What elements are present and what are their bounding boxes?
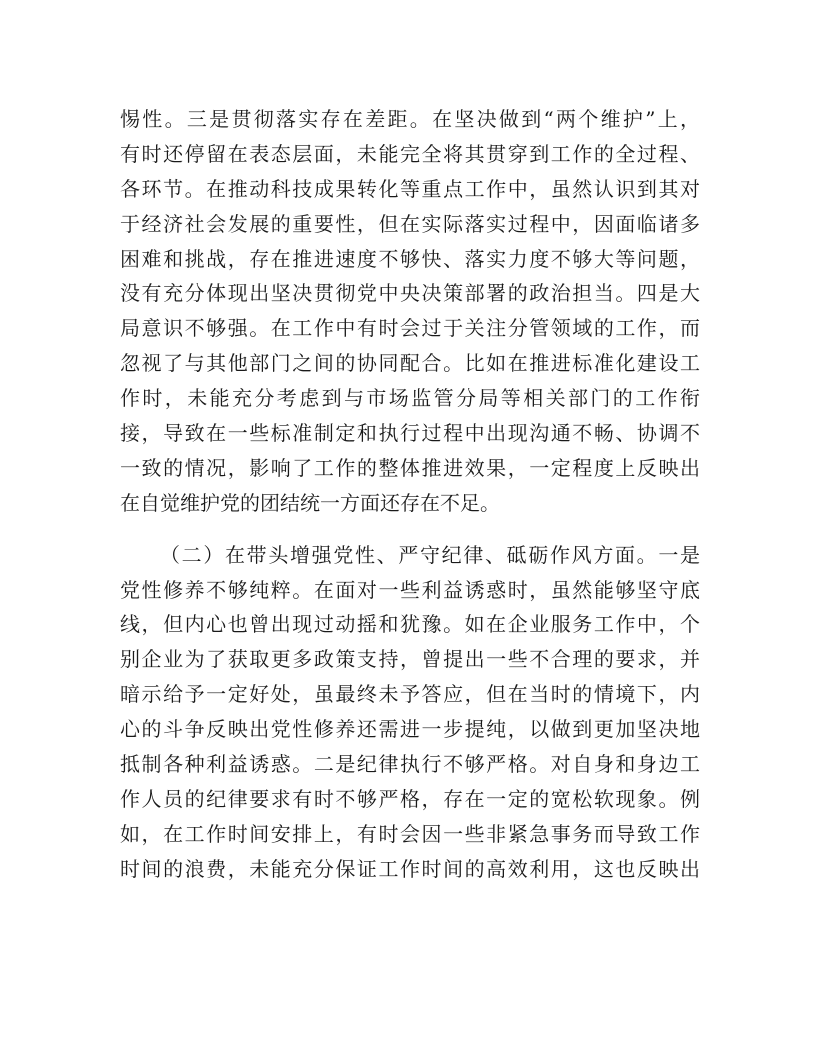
document-body <box>120 102 700 887</box>
text-line: 惕性。三是贯彻落实存在差距。在坚决做到“两个维护”上， <box>120 107 700 131</box>
text-line: 作人员的纪律要求有时不够严格，存在一定的宽松软现象。例 <box>120 786 700 811</box>
text-line: 暗示给予一定好处，虽最终未予答应，但在当时的情境下，内 <box>120 682 700 707</box>
text-line: 局意识不够强。在工作中有时会过于关注分管领域的工作，而 <box>120 316 700 341</box>
text-line: 一致的情况，影响了工作的整体推进效果，一定程度上反映出 <box>120 455 700 480</box>
text-line: 于经济社会发展的重要性，但在实际落实过程中，因面临诸多 <box>120 211 700 236</box>
text-line: （二）在带头增强党性、严守纪律、砥砺作风方面。一是 <box>160 542 700 567</box>
text-line: 线，但内心也曾出现过动摇和犹豫。如在企业服务工作中，个 <box>120 612 700 637</box>
text-line: 没有充分体现出坚决贯彻党中央决策部署的政治担当。四是大 <box>120 281 700 306</box>
text-line: 如，在工作时间安排上，有时会因一些非紧急事务而导致工作 <box>120 821 700 846</box>
paragraph-spacer <box>120 521 700 538</box>
text-line: 忽视了与其他部门之间的协同配合。比如在推进标准化建设工 <box>120 351 700 376</box>
text-line: 困难和挑战，存在推进速度不够快、落实力度不够大等问题， <box>120 246 700 271</box>
text-line: 接，导致在一些标准制定和执行过程中出现沟通不畅、协调不 <box>120 421 700 446</box>
text-line: 别企业为了获取更多政策支持，曾提出一些不合理的要求，并 <box>120 647 700 672</box>
text-line: 党性修养不够纯粹。在面对一些利益诱惑时，虽然能够坚守底 <box>120 577 700 602</box>
text-line: 时间的浪费，未能充分保证工作时间的高效利用，这也反映出 <box>120 856 700 881</box>
text-line: 有时还停留在表态层面，未能完全将其贯穿到工作的全过程、 <box>120 141 700 166</box>
text-line: 抵制各种利益诱惑。二是纪律执行不够严格。对自身和身边工 <box>120 752 700 777</box>
text-line: 心的斗争反映出党性修养还需进一步提纯，以做到更加坚决地 <box>120 717 700 742</box>
paragraph-2 <box>120 538 700 887</box>
text-line: 作时，未能充分考虑到与市场监管分局等相关部门的工作衔 <box>120 386 700 411</box>
text-line: 在自觉维护党的团结统一方面还存在不足。 <box>120 490 500 515</box>
paragraph-1 <box>120 102 700 521</box>
text-line: 各环节。在推动科技成果转化等重点工作中，虽然认识到其对 <box>120 176 700 201</box>
